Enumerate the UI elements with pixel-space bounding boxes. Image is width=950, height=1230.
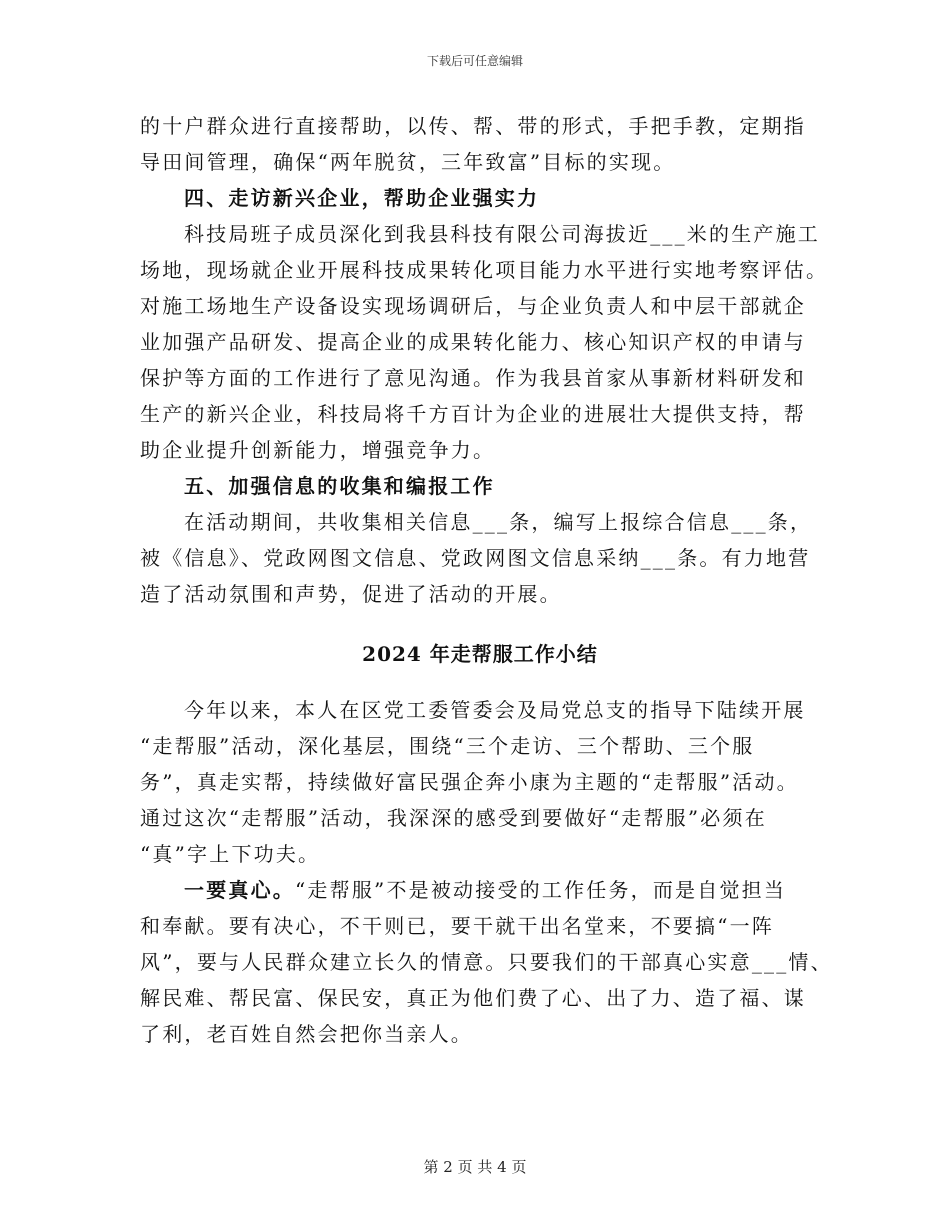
page-footer: 第 2 页 共 4 页 (423, 1158, 527, 1176)
body-line: 解民难、帮民富、保民安，真正为他们费了心、出了力、造了福、谋 (140, 986, 806, 1010)
section-heading-5: 五、加强信息的收集和编报工作 (184, 474, 495, 498)
body-line: 生产的新兴企业，科技局将千方百计为企业的进展壮大提供支持，帮 (140, 402, 806, 426)
body-line: 和奉献。要有决心，不干则已，要干就干出名堂来，不要搞“一阵 (140, 914, 775, 938)
body-line: 对施工场地生产设备设实现场调研后，与企业负责人和中层干部就企 (140, 294, 806, 318)
body-line: 导田间管理，确保“两年脱贫，三年致富”目标的实现。 (140, 150, 676, 174)
body-line: 业加强产品研发、提高企业的成果转化能力、核心知识产权的申请与 (140, 330, 806, 354)
body-line: 场地，现场就企业开展科技成果转化项目能力水平进行实地考察评估。 (140, 258, 829, 282)
body-line: 保护等方面的工作进行了意见沟通。作为我县首家从事新材料研发和 (140, 366, 806, 390)
body-line: 今年以来，本人在区党工委管委会及局党总支的指导下陆续开展 (184, 698, 806, 722)
para-lead-line (140, 872, 820, 908)
body-line: “走帮服”活动，深化基层，围绕“三个走访、三个帮助、三个服 (140, 734, 755, 758)
body-line: 造了活动氛围和声势，促进了活动的开展。 (140, 582, 562, 606)
section-heading-4: 四、走访新兴企业，帮助企业强实力 (184, 186, 540, 210)
page-header: 下载后可任意编辑 (426, 54, 523, 68)
body-line: “真”字上下功夫。 (140, 842, 321, 866)
para-lead-rest: “走帮服”不是被动接受的工作任务，而是自觉担当 (295, 878, 787, 902)
document-body (140, 108, 833, 1052)
body-line: 被《信息》、党政网图文信息、党政网图文信息采纳___条。有力地营 (140, 546, 811, 570)
body-line: 务”，真走实帮，持续做好富民强企奔小康为主题的“走帮服”活动。 (140, 770, 799, 794)
body-line: 在活动期间，共收集相关信息___条，编写上报综合信息___条， (184, 510, 813, 534)
section-title: 2024 年走帮服工作小结 (362, 642, 598, 666)
body-line: 的十户群众进行直接帮助，以传、帮、带的形式，手把手教，定期指 (140, 114, 806, 138)
para-lead: 一要真心。 (184, 878, 295, 902)
body-line: 风”，要与人民群众建立长久的情意。只要我们的干部真心实意___情、 (140, 950, 833, 974)
body-line: 通过这次“走帮服”活动，我深深的感受到要做好“走帮服”必须在 (140, 806, 767, 830)
body-line: 了利，老百姓自然会把你当亲人。 (140, 1022, 473, 1046)
body-line: 科技局班子成员深化到我县科技有限公司海拔近___米的生产施工 (184, 222, 820, 246)
body-line: 助企业提升创新能力，增强竞争力。 (140, 438, 496, 462)
